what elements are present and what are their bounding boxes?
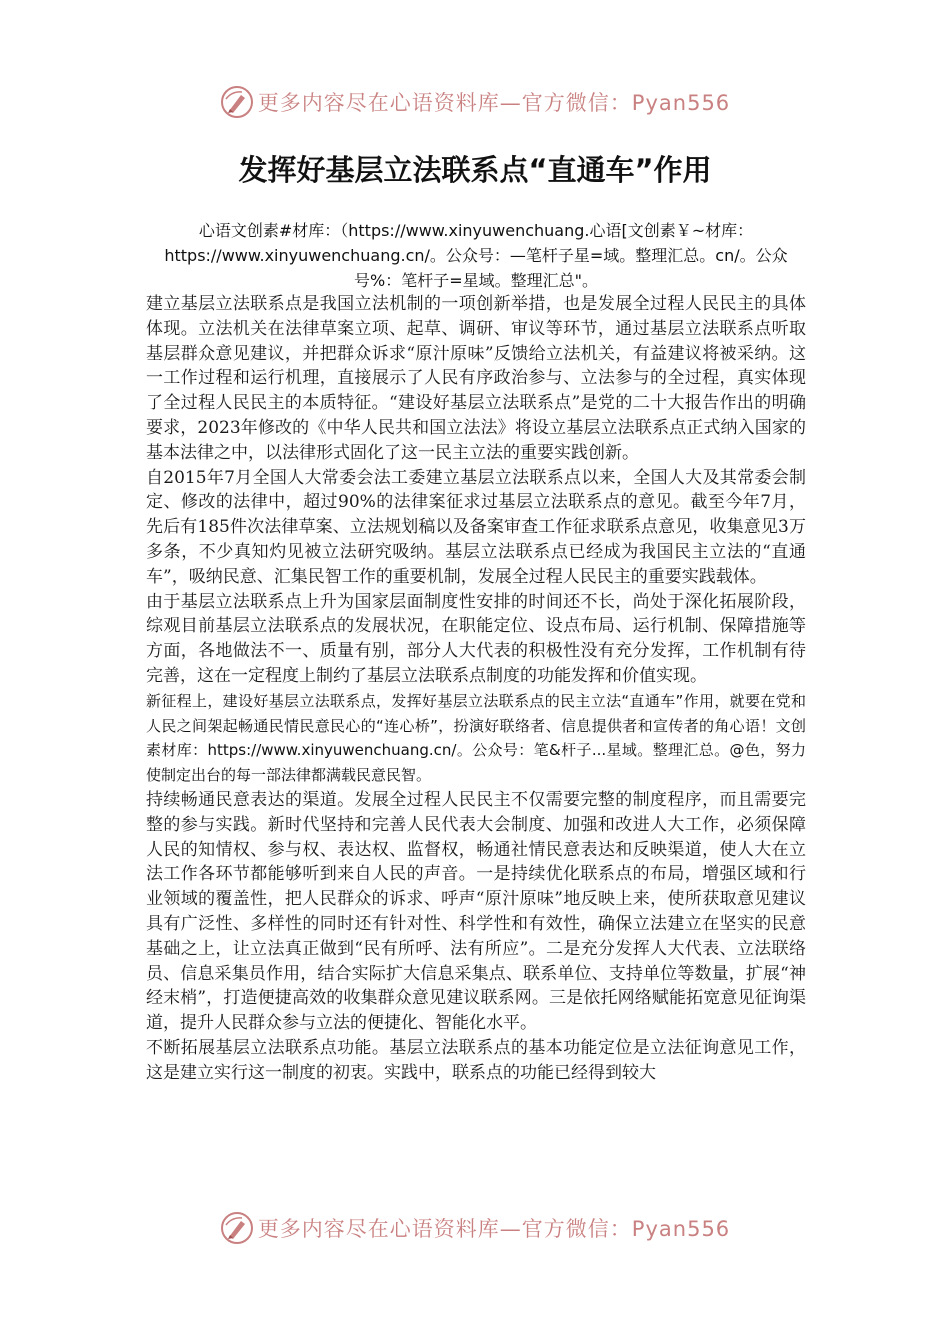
article-body (146, 292, 806, 1086)
pen-nib-logo-icon (220, 85, 254, 119)
paragraph: 不断拓展基层立法联系点功能。基层立法联系点的基本功能定位是立法征询意见工作，这是建立实行这一制度的初衷。实践中，联系点的功能已经得到较大 (146, 1037, 806, 1083)
paragraph: 新征程上，建设好基层立法联系点，发挥好基层立法联系点的民主立法“直通车”作用，就要在党和人民之间架起畅通民情民意民心的“连心桥”，扮演好联络者、信息提供者和宣传者的角心语！文创素材库：https://www.xinyuwenchuang.cn/。公众号：笔&杆子...星域。整理汇总。@色，努力使制定出台的每一部法律都满载民意民智。 (146, 691, 806, 785)
banner-text: 更多内容尽在心语资料库—官方微信：Pyan556 (257, 91, 731, 115)
document-title: 发挥好基层立法联系点“直通车”作用 (238, 153, 712, 187)
banner-text: 更多内容尽在心语资料库—官方微信：Pyan556 (257, 1217, 731, 1241)
source-line: 心语文创素#材库：（https://www.xinyuwenchuang.心语[文创素￥~材库：https://www.xinyuwenchuang.cn/。公众号：—笔杆子星=域。整理汇总。cn/。公众号%：笔杆子=星域。整理汇总"。 (164, 221, 788, 290)
pen-nib-logo-icon (220, 1211, 254, 1245)
paragraph: 由于基层立法联系点上升为国家层面制度性安排的时间还不长，尚处于深化拓展阶段，综观目前基层立法联系点的发展状况，在职能定位、设点布局、运行机制、保障措施等方面，各地做法不一、质量有别，部分人大代表的积极性没有充分发挥，工作机制有待完善，这在一定程度上制约了基层立法联系点制度的功能发挥和价值实现。 (146, 591, 806, 686)
footer-banner (0, 1208, 950, 1248)
paragraph: 建立基层立法联系点是我国立法机制的一项创新举措，也是发展全过程人民民主的具体体现。立法机关在法律草案立项、起草、调研、审议等环节，通过基层立法联系点听取基层群众意见建议，并把群众诉求“原汁原味”反馈给立法机关，有益建议将被采纳。这一工作过程和运行机理，直接展示了人民有序政治参与、立法参与的全过程，真实体现了全过程人民民主的本质特征。“建设好基层立法联系点”是党的二十大报告作出的明确要求，2023年修改的《中华人民共和国立法法》将设立基层立法联系点正式纳入国家的基本法律之中，以法律形式固化了这一民主立法的重要实践创新。 (146, 294, 806, 463)
paragraph: 自2015年7月全国人大常委会法工委建立基层立法联系点以来，全国人大及其常委会制定、修改的法律中，超过90%的法律案征求过基层立法联系点的意见。截至今年7月，先后有185件次法律草案、立法规划稿以及备案审查工作征求联系点意见，收集意见3万多条，不少真知灼见被立法研究吸纳。基层立法联系点已经成为我国民主立法的“直通车”，吸纳民意、汇集民智工作的重要机制，发展全过程人民民主的重要实践载体。 (146, 467, 806, 587)
header-banner (0, 82, 950, 122)
paragraph: 持续畅通民意表达的渠道。发展全过程人民民主不仅需要完整的制度程序，而且需要完整的参与实践。新时代坚持和完善人民代表大会制度、加强和改进人大工作，必须保障人民的知情权、参与权、表达权、监督权，畅通社情民意表达和反映渠道，使人大在立法工作各环节都能够听到来自人民的声音。一是持续优化联系点的布局，增强区域和行业领域的覆盖性，把人民群众的诉求、呼声“原汁原味”地反映上来，使所获取意见建议具有广泛性、多样性的同时还有针对性、科学性和有效性，确保立法建立在坚实的民意基础之上，让立法真正做到“民有所呼、法有所应”。二是充分发挥人大代表、立法联络员、信息采集员作用，结合实际扩大信息采集点、联系单位、支持单位等数量，扩展“神经末梢”，打造便捷高效的收集群众意见建议联系网。三是依托网络赋能拓宽意见征询渠道，提升人民群众参与立法的便捷化、智能化水平。 (146, 789, 806, 1034)
